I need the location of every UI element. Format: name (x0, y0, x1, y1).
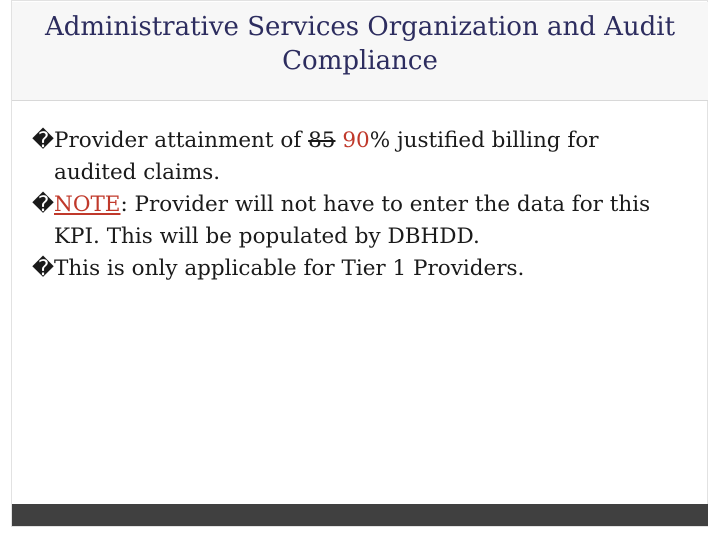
bullet-list (32, 125, 672, 285)
note-label: NOTE (54, 192, 121, 217)
slide-title: Administrative Services Organization and Audit Compliance (44, 12, 676, 76)
new-value: 90 (335, 128, 370, 153)
bullet-text-suffix: % justified billing for audited claims. (54, 128, 599, 185)
bullet-icon: � (32, 128, 55, 153)
bullet-item-tier (32, 253, 672, 285)
tier-text: This is only applicable for Tier 1 Providers. (54, 256, 525, 281)
title-area (12, 2, 708, 101)
old-value-struck: 85 (308, 128, 336, 153)
bullet-icon: � (32, 192, 55, 217)
footer-bar (12, 504, 708, 526)
bullet-item-attainment (32, 125, 672, 189)
bullet-icon: � (32, 256, 55, 281)
bullet-text-prefix: Provider attainment of (54, 128, 309, 153)
bullet-item-note (32, 189, 672, 253)
note-text: : Provider will not have to enter the data for this KPI. This will be populated by DBHDD. (54, 192, 651, 249)
